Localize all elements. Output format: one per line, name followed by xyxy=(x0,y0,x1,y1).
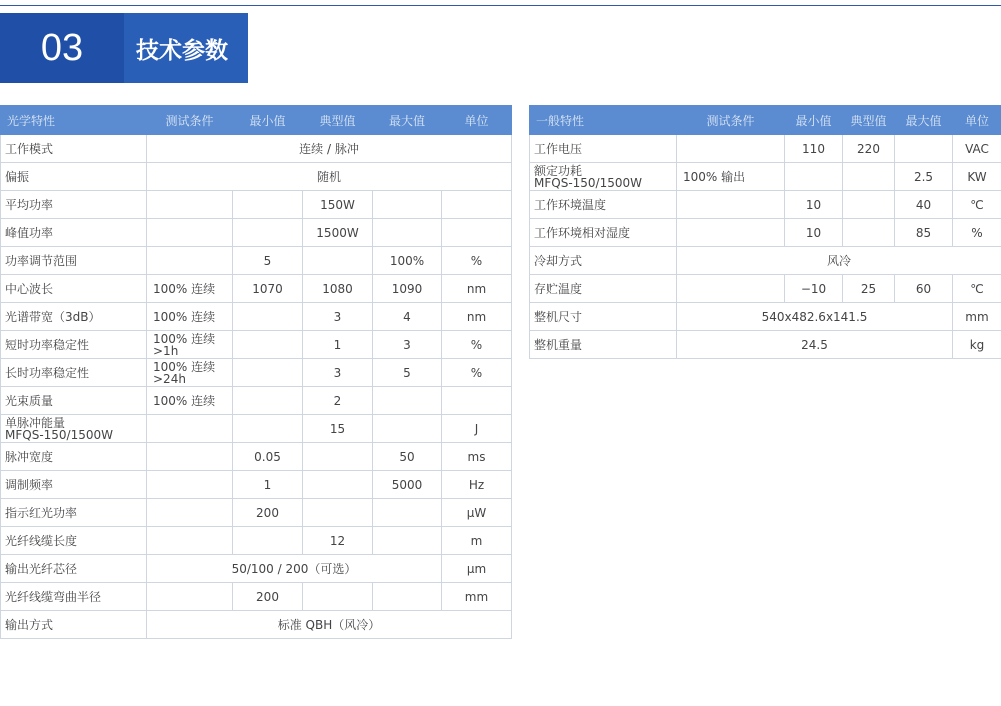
typical-value-cell xyxy=(843,219,895,247)
param-name: 功率调节范围 xyxy=(5,253,78,268)
max-value-cell xyxy=(373,527,442,555)
max-value-cell: 50 xyxy=(373,443,442,471)
param-name: 光纤线缆长度 xyxy=(5,533,78,548)
typical-value-cell: 3 xyxy=(303,359,373,387)
min-value-cell: 5 xyxy=(233,247,303,275)
column-header: 光学特性 xyxy=(1,106,147,135)
test-condition-cell xyxy=(147,219,233,247)
test-condition-cell xyxy=(147,583,233,611)
param-name-cell xyxy=(1,303,147,331)
table-row xyxy=(1,359,512,387)
unit-cell xyxy=(442,219,512,247)
column-header: 最小值 xyxy=(233,106,303,135)
param-name-cell xyxy=(1,443,147,471)
param-name-cell xyxy=(1,387,147,415)
optical-characteristics-table xyxy=(0,105,512,639)
merged-value-cell: 随机 xyxy=(147,163,512,191)
param-model: MFQS-150/1500W xyxy=(5,427,113,442)
table-row xyxy=(1,471,512,499)
param-name: 中心波长 xyxy=(5,281,54,296)
table-row xyxy=(1,443,512,471)
param-name-cell xyxy=(1,331,147,359)
min-value-cell xyxy=(233,219,303,247)
param-name-cell xyxy=(530,303,677,331)
param-name-cell xyxy=(1,275,147,303)
column-header: 最大值 xyxy=(895,106,953,135)
table-row xyxy=(530,275,1001,303)
unit-cell: nm xyxy=(442,303,512,331)
typical-value-cell: 3 xyxy=(303,303,373,331)
table-row xyxy=(1,499,512,527)
param-name: 工作环境温度 xyxy=(534,197,607,212)
min-value-cell: −10 xyxy=(785,275,843,303)
table-row xyxy=(1,527,512,555)
min-value-cell xyxy=(785,163,843,191)
table-row xyxy=(1,331,512,359)
test-condition-cell xyxy=(147,191,233,219)
unit-cell: % xyxy=(442,247,512,275)
param-name: 长时功率稳定性 xyxy=(5,365,90,380)
min-value-cell xyxy=(233,359,303,387)
test-condition-cell xyxy=(677,191,785,219)
merged-value-cell: 24.5 xyxy=(677,331,953,359)
unit-cell xyxy=(442,191,512,219)
min-value-cell: 10 xyxy=(785,191,843,219)
unit-cell: kg xyxy=(953,331,1001,359)
table-header-row xyxy=(1,106,512,135)
param-name: 工作模式 xyxy=(5,141,54,156)
min-value-cell xyxy=(233,191,303,219)
test-condition: 100% 连续 xyxy=(153,309,216,324)
param-name-cell xyxy=(1,135,147,163)
test-condition-cell xyxy=(677,135,785,163)
max-value-cell: 40 xyxy=(895,191,953,219)
param-name-cell xyxy=(530,163,677,191)
column-header: 测试条件 xyxy=(677,106,785,135)
unit-cell: % xyxy=(442,359,512,387)
max-value-cell xyxy=(373,583,442,611)
min-value-cell xyxy=(233,331,303,359)
typical-value-cell: 2 xyxy=(303,387,373,415)
table-row xyxy=(1,303,512,331)
table-row xyxy=(1,555,512,583)
param-name: 短时功率稳定性 xyxy=(5,337,90,352)
table-row xyxy=(530,303,1001,331)
unit-cell: m xyxy=(442,527,512,555)
param-name-cell xyxy=(530,191,677,219)
param-name: 工作电压 xyxy=(534,141,583,156)
test-condition-cell xyxy=(147,331,233,359)
column-header: 最大值 xyxy=(373,106,442,135)
min-value-cell: 1 xyxy=(233,471,303,499)
unit-cell: % xyxy=(442,331,512,359)
typical-value-cell xyxy=(303,247,373,275)
max-value-cell xyxy=(373,219,442,247)
min-value-cell xyxy=(233,527,303,555)
test-duration: >24h xyxy=(153,371,186,386)
table-row xyxy=(1,219,512,247)
unit-cell: % xyxy=(953,219,1001,247)
merged-value-cell: 连续 / 脉冲 xyxy=(147,135,512,163)
param-name-cell xyxy=(1,527,147,555)
unit-cell: VAC xyxy=(953,135,1001,163)
test-condition: 100% 连续 xyxy=(153,359,216,374)
param-name-cell xyxy=(530,275,677,303)
max-value-cell xyxy=(373,387,442,415)
param-name: 输出光纤芯径 xyxy=(5,561,78,576)
typical-value-cell: 12 xyxy=(303,527,373,555)
test-condition-cell xyxy=(147,275,233,303)
unit-cell: J xyxy=(442,415,512,443)
table-row xyxy=(530,135,1001,163)
table-row xyxy=(1,415,512,443)
min-value-cell: 1070 xyxy=(233,275,303,303)
param-name: 平均功率 xyxy=(5,197,54,212)
table-row xyxy=(1,583,512,611)
table-row xyxy=(530,191,1001,219)
table-row xyxy=(1,191,512,219)
table-row xyxy=(1,247,512,275)
param-name-cell xyxy=(530,135,677,163)
test-duration: >1h xyxy=(153,343,179,358)
table-row xyxy=(530,331,1001,359)
typical-value-cell: 1080 xyxy=(303,275,373,303)
max-value-cell: 1090 xyxy=(373,275,442,303)
table-row xyxy=(1,387,512,415)
param-name-cell xyxy=(1,583,147,611)
table-row xyxy=(1,611,512,639)
max-value-cell: 4 xyxy=(373,303,442,331)
typical-value-cell: 25 xyxy=(843,275,895,303)
typical-value-cell xyxy=(843,163,895,191)
typical-value-cell: 15 xyxy=(303,415,373,443)
param-name: 冷却方式 xyxy=(534,253,583,268)
unit-cell: μm xyxy=(442,555,512,583)
merged-value-cell: 50/100 / 200（可选） xyxy=(147,555,442,583)
max-value-cell: 5 xyxy=(373,359,442,387)
min-value-cell: 110 xyxy=(785,135,843,163)
test-condition-cell xyxy=(147,527,233,555)
typical-value-cell xyxy=(303,499,373,527)
general-characteristics-table xyxy=(529,105,1001,359)
test-condition-cell xyxy=(147,415,233,443)
param-name-cell xyxy=(1,247,147,275)
typical-value-cell: 150W xyxy=(303,191,373,219)
min-value-cell xyxy=(233,303,303,331)
unit-cell: mm xyxy=(442,583,512,611)
param-name: 光谱带宽（3dB） xyxy=(5,309,101,324)
param-name: 偏振 xyxy=(5,169,30,184)
unit-cell: μW xyxy=(442,499,512,527)
test-condition-cell xyxy=(147,247,233,275)
max-value-cell: 5000 xyxy=(373,471,442,499)
param-name: 输出方式 xyxy=(5,617,54,632)
param-model: MFQS-150/1500W xyxy=(534,175,642,190)
column-header: 单位 xyxy=(442,106,512,135)
param-name: 单脉冲能量 xyxy=(5,415,66,430)
test-condition-cell xyxy=(147,443,233,471)
param-name-cell xyxy=(1,611,147,639)
table-header-row xyxy=(530,106,1001,135)
table-row xyxy=(1,135,512,163)
param-name-cell xyxy=(530,247,677,275)
typical-value-cell: 1 xyxy=(303,331,373,359)
param-name-cell xyxy=(1,555,147,583)
typical-value-cell xyxy=(843,191,895,219)
test-condition: 100% 连续 xyxy=(153,331,216,346)
column-header: 典型值 xyxy=(303,106,373,135)
test-condition-cell xyxy=(147,303,233,331)
param-name: 工作环境相对湿度 xyxy=(534,225,631,240)
typical-value-cell xyxy=(303,471,373,499)
max-value-cell: 3 xyxy=(373,331,442,359)
test-condition-cell xyxy=(147,471,233,499)
unit-cell: ℃ xyxy=(953,191,1001,219)
top-divider-line xyxy=(0,5,1001,6)
max-value-cell: 60 xyxy=(895,275,953,303)
unit-cell: KW xyxy=(953,163,1001,191)
test-condition: 100% 输出 xyxy=(683,169,746,184)
param-name-cell xyxy=(1,359,147,387)
param-name: 峰值功率 xyxy=(5,225,54,240)
param-name-cell xyxy=(1,471,147,499)
param-name: 存贮温度 xyxy=(534,281,583,296)
table-row xyxy=(530,163,1001,191)
param-name-cell xyxy=(530,331,677,359)
param-name-cell xyxy=(530,219,677,247)
param-name: 额定功耗 xyxy=(534,163,583,178)
max-value-cell: 85 xyxy=(895,219,953,247)
min-value-cell: 0.05 xyxy=(233,443,303,471)
param-name: 整机尺寸 xyxy=(534,309,583,324)
unit-cell: nm xyxy=(442,275,512,303)
unit-cell: ℃ xyxy=(953,275,1001,303)
min-value-cell: 200 xyxy=(233,583,303,611)
column-header: 一般特性 xyxy=(530,106,677,135)
unit-cell: Hz xyxy=(442,471,512,499)
param-name: 指示红光功率 xyxy=(5,505,78,520)
param-name: 光束质量 xyxy=(5,393,54,408)
test-condition-cell xyxy=(147,359,233,387)
table-row xyxy=(530,247,1001,275)
max-value-cell: 2.5 xyxy=(895,163,953,191)
min-value-cell: 10 xyxy=(785,219,843,247)
typical-value-cell xyxy=(303,583,373,611)
min-value-cell xyxy=(233,415,303,443)
param-name-cell xyxy=(1,163,147,191)
max-value-cell xyxy=(373,499,442,527)
test-condition-cell xyxy=(677,163,785,191)
column-header: 单位 xyxy=(953,106,1001,135)
unit-cell: ms xyxy=(442,443,512,471)
param-name: 整机重量 xyxy=(534,337,583,352)
test-condition-cell xyxy=(147,387,233,415)
test-condition: 100% 连续 xyxy=(153,281,216,296)
param-name-cell xyxy=(1,415,147,443)
table-row xyxy=(1,163,512,191)
max-value-cell: 100% xyxy=(373,247,442,275)
test-condition: 100% 连续 xyxy=(153,393,216,408)
min-value-cell: 200 xyxy=(233,499,303,527)
unit-cell: mm xyxy=(953,303,1001,331)
typical-value-cell: 1500W xyxy=(303,219,373,247)
test-condition-cell xyxy=(147,499,233,527)
typical-value-cell xyxy=(303,443,373,471)
typical-value-cell: 220 xyxy=(843,135,895,163)
max-value-cell xyxy=(373,415,442,443)
unit-cell xyxy=(442,387,512,415)
param-name-cell xyxy=(1,499,147,527)
column-header: 典型值 xyxy=(843,106,895,135)
merged-value-cell: 540x482.6x141.5 xyxy=(677,303,953,331)
column-header: 最小值 xyxy=(785,106,843,135)
table-row xyxy=(530,219,1001,247)
column-header: 测试条件 xyxy=(147,106,233,135)
merged-value-cell: 风冷 xyxy=(677,247,1001,275)
param-name-cell xyxy=(1,191,147,219)
max-value-cell xyxy=(895,135,953,163)
param-name: 光纤线缆弯曲半径 xyxy=(5,589,102,604)
table-row xyxy=(1,275,512,303)
section-header xyxy=(0,13,248,83)
param-name: 调制频率 xyxy=(5,477,54,492)
merged-value-cell: 标准 QBH（风冷） xyxy=(147,611,512,639)
test-condition-cell xyxy=(677,275,785,303)
max-value-cell xyxy=(373,191,442,219)
section-title: 技术参数 xyxy=(124,13,248,83)
param-name: 脉冲宽度 xyxy=(5,449,54,464)
min-value-cell xyxy=(233,387,303,415)
section-number: 03 xyxy=(0,13,124,83)
param-name-cell xyxy=(1,219,147,247)
test-condition-cell xyxy=(677,219,785,247)
